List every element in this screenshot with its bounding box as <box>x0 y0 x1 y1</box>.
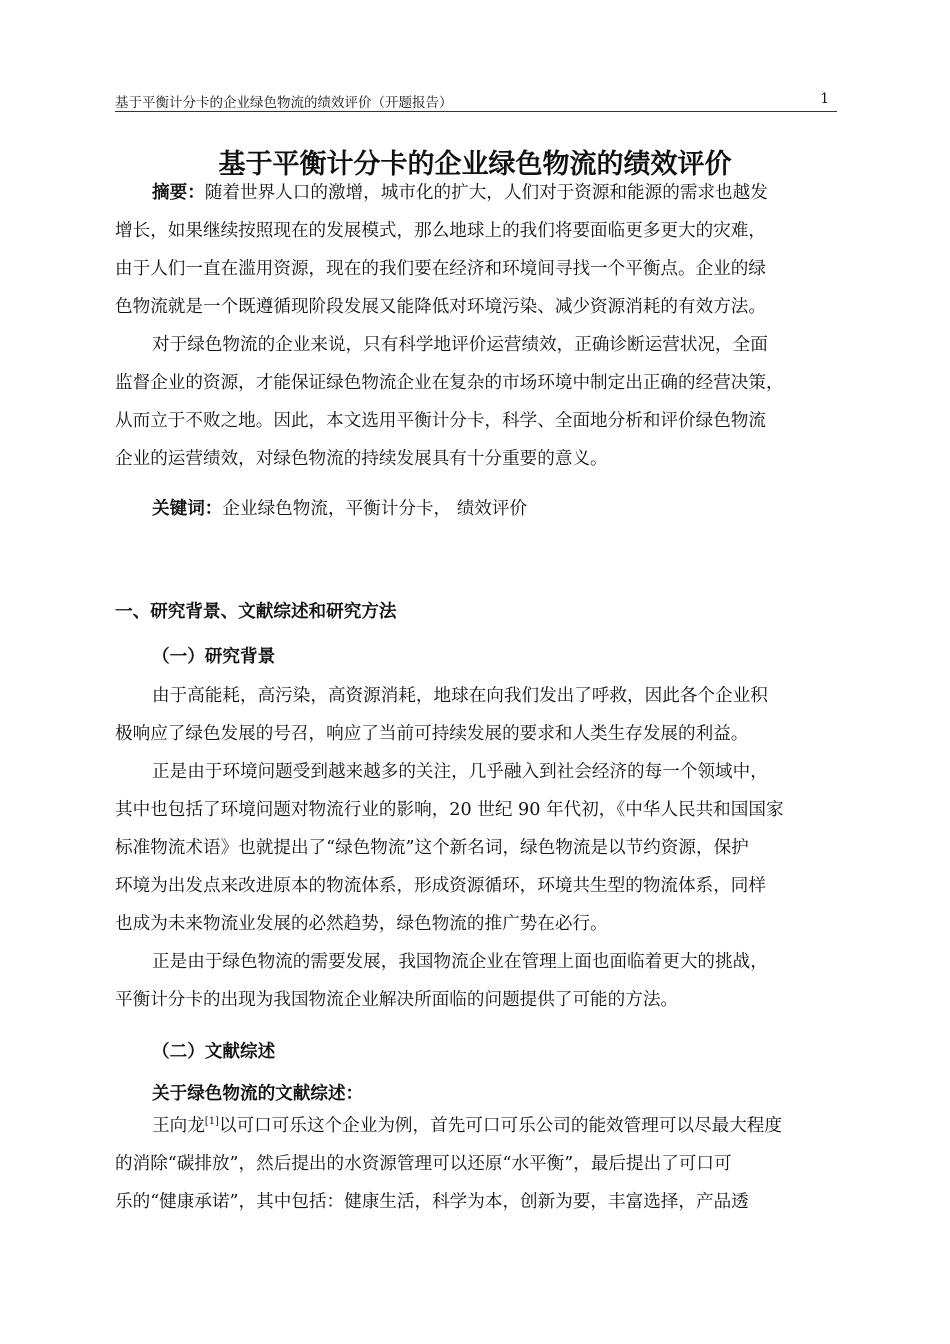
body-line: 环境为出发点来改进原本的物流体系，形成资源循环，环境共生型的物流体系，同样 <box>115 876 766 896</box>
author-name: 王向龙 <box>152 1116 205 1136</box>
body-line: 由于高能耗，高污染，高资源消耗，地球在向我们发出了呼救，因此各个企业积 <box>152 686 768 706</box>
section-heading: 一、研究背景、文献综述和研究方法 <box>115 602 397 622</box>
keywords-text: 企业绿色物流，平衡计分卡， 绩效评价 <box>222 499 528 519</box>
body-line: 其中也包括了环境问题对物流行业的影响，20 世纪 90 年代初，《中华人民共和国国家 <box>115 800 784 820</box>
citation-ref[interactable]: [1] <box>204 1116 219 1128</box>
abstract-line: 摘要：随着世界人口的激增，城市化的扩大，人们对于资源和能源的需求也越发 <box>152 183 768 203</box>
keywords-label: 关键词： <box>152 499 223 519</box>
abstract-line: 色物流就是一个既遵循现阶段发展又能降低对环境污染、减少资源消耗的有效方法。 <box>115 297 766 317</box>
body-line: 正是由于环境问题受到越来越多的关注，几乎融入到社会经济的每一个领域中， <box>152 762 768 782</box>
literature-text <box>115 1107 855 1221</box>
body-line: 也成为未来物流业发展的必然趋势，绿色物流的推广势在必行。 <box>115 914 608 934</box>
literature-subheading: 关于绿色物流的文献综述： <box>152 1084 364 1104</box>
body-line: 平衡计分卡的出现为我国物流企业解决所面临的问题提供了可能的方法。 <box>115 990 679 1010</box>
body-line: 乐的“健康承诺”，其中包括：健康生活，科学为本，创新为要，丰富选择，产品透 <box>115 1192 749 1212</box>
page-number: 1 <box>820 91 829 107</box>
body-line: 的消除“碳排放”，然后提出的水资源管理可以还原“水平衡”，最后提出了可口可 <box>115 1154 732 1174</box>
header-title: 基于平衡计分卡的企业绿色物流的绩效评价（开题报告） <box>115 95 453 111</box>
abstract-line: 监督企业的资源，才能保证绿色物流企业在复杂的市场环境中制定出正确的经营决策， <box>115 373 784 393</box>
body-line: 王向龙[1]以可口可乐这个企业为例，首先可口可乐公司的能效管理可以尽最大程度 <box>152 1116 782 1136</box>
document-title: 基于平衡计分卡的企业绿色物流的绩效评价 <box>218 149 732 180</box>
body-line: 标准物流术语》也就提出了“绿色物流”这个新名词，绿色物流是以节约资源，保护 <box>115 838 749 858</box>
abstract-label: 摘要： <box>152 183 205 203</box>
abstract-paragraph <box>115 174 855 478</box>
keywords-line <box>115 490 855 528</box>
subsection-heading: （二）文献综述 <box>152 1042 276 1062</box>
abstract-line: 企业的运营绩效，对绿色物流的持续发展具有十分重要的意义。 <box>115 449 608 469</box>
running-header <box>115 91 837 112</box>
abstract-line: 对于绿色物流的企业来说，只有科学地评价运营绩效，正确诊断运营状况，全面 <box>152 335 768 355</box>
abstract-line: 由于人们一直在滥用资源，现在的我们要在经济和环境间寻找一个平衡点。企业的绿 <box>115 259 766 279</box>
subsection-heading: （一）研究背景 <box>152 647 276 667</box>
background-text <box>115 677 855 1019</box>
abstract-line: 增长，如果继续按照现在的发展模式，那么地球上的我们将要面临更多更大的灾难， <box>115 221 766 241</box>
body-line: 正是由于绿色物流的需要发展，我国物流企业在管理上面也面临着更大的挑战， <box>152 952 768 972</box>
abstract-line: 从而立于不败之地。因此，本文选用平衡计分卡，科学、全面地分析和评价绿色物流 <box>115 411 766 431</box>
body-line: 极响应了绿色发展的号召，响应了当前可持续发展的要求和人类生存发展的利益。 <box>115 724 749 744</box>
